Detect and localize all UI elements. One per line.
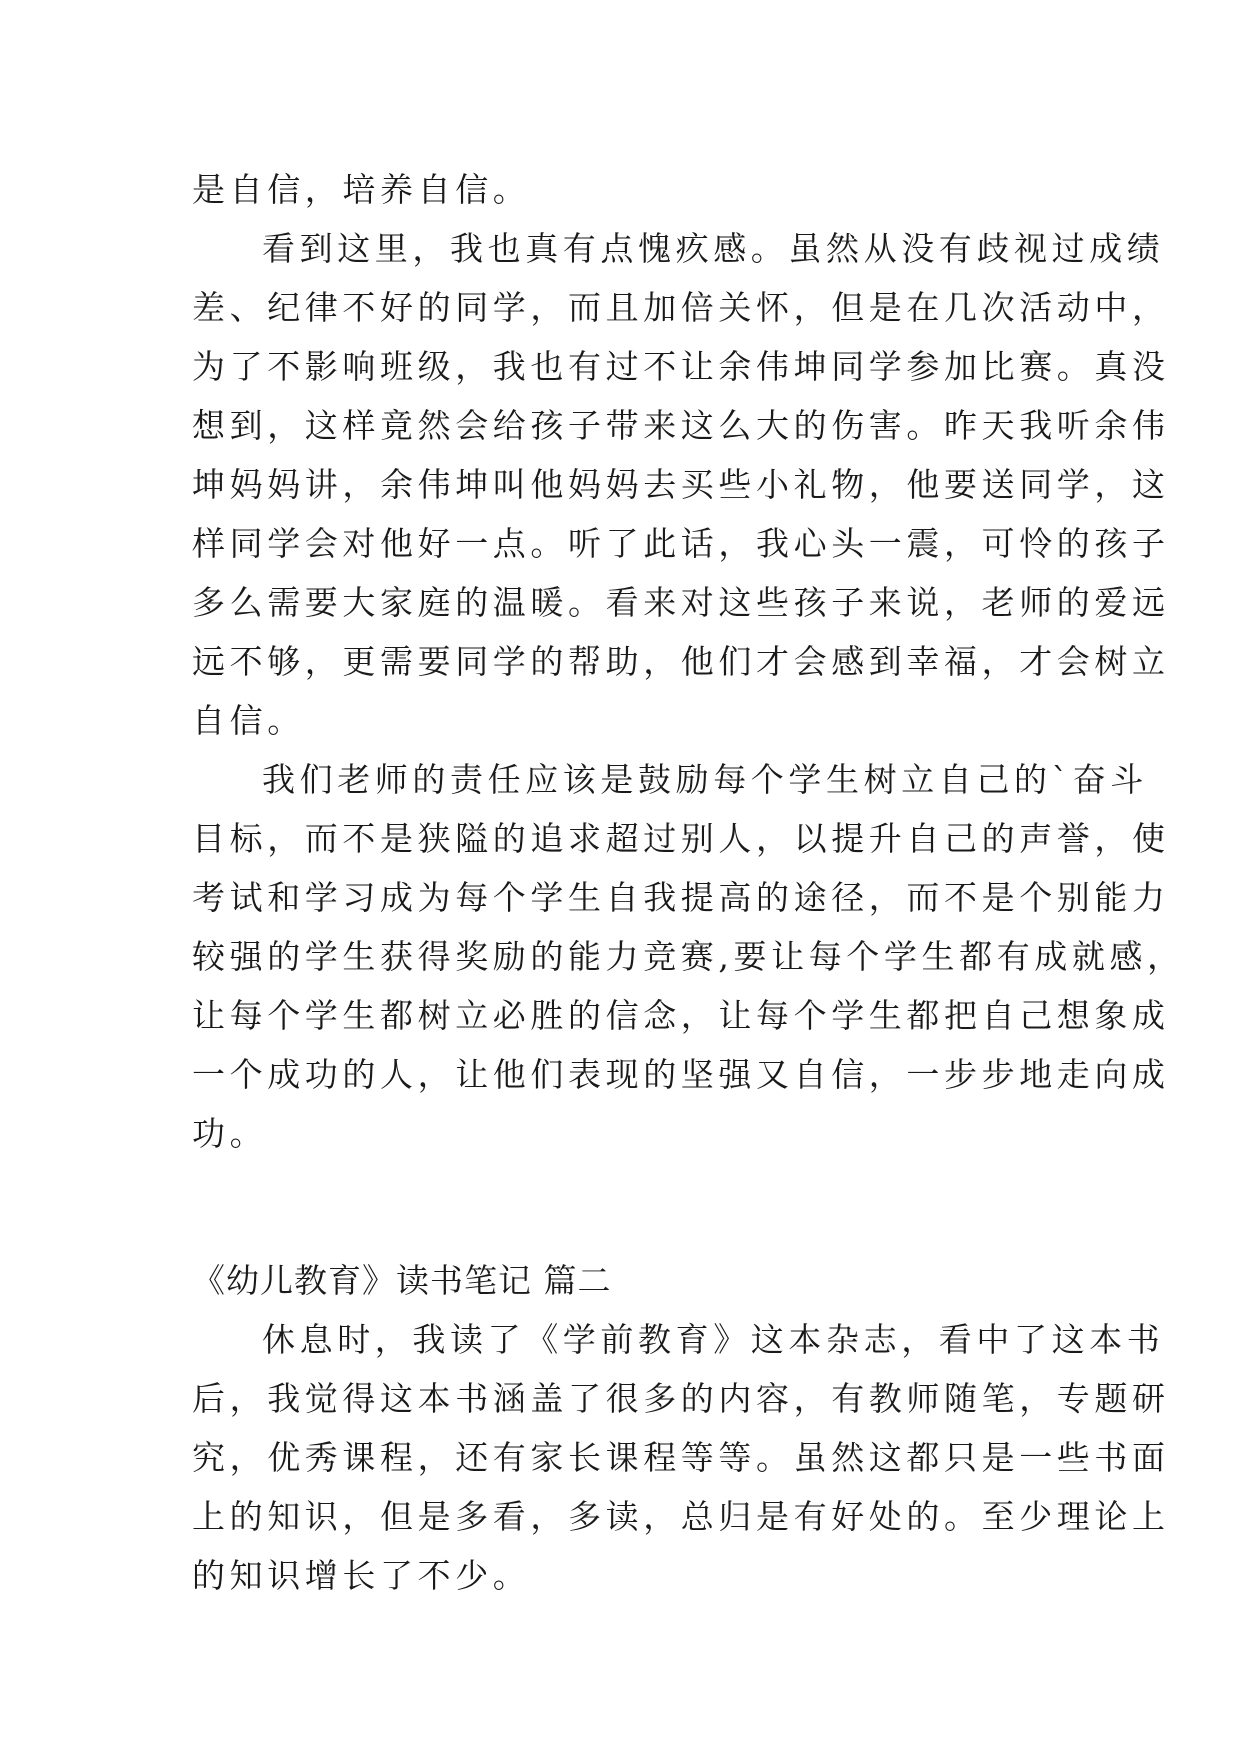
section-heading [192, 1251, 1050, 1310]
text-line: 自信。 [192, 701, 305, 740]
paragraph-continuation [192, 160, 1050, 219]
text-line: 考试和学习成为每个学生自我提高的途径，而不是个别能力 [192, 878, 1170, 917]
text-line: 看到这里，我也真有点愧疚感。虽然从没有歧视过成绩 [262, 229, 1165, 268]
paragraph-guilt [192, 219, 1170, 750]
text-line: 后，我觉得这本书涵盖了很多的内容，有教师随笔，专题研 [192, 1379, 1170, 1418]
text-line: 一个成功的人，让他们表现的坚强又自信，一步步地走向成 [192, 1055, 1170, 1094]
text-line: 休息时，我读了《学前教育》这本杂志，看中了这本书 [262, 1320, 1165, 1359]
text-line: 远不够，更需要同学的帮助，他们才会感到幸福，才会树立 [192, 642, 1170, 681]
text-line: 为了不影响班级，我也有过不让余伟坤同学参加比赛。真没 [192, 347, 1170, 386]
text-line: 让每个学生都树立必胜的信念，让每个学生都把自己想象成 [192, 996, 1170, 1035]
text-line: 想到，这样竟然会给孩子带来这么大的伤害。昨天我听余伟 [192, 406, 1170, 445]
text-line: 我们老师的责任应该是鼓励每个学生树立自己的`奋斗 [262, 760, 1148, 799]
text-line: 较强的学生获得奖励的能力竞赛,要让每个学生都有成就感， [192, 937, 1185, 976]
text-line: 是自信，培养自信。 [192, 170, 531, 209]
document-body [192, 160, 1185, 1605]
text-line: 究，优秀课程，还有家长课程等等。虽然这都只是一些书面 [192, 1438, 1170, 1477]
text-line: 样同学会对他好一点。听了此话，我心头一震，可怜的孩子 [192, 524, 1170, 563]
section-title: 《幼儿教育》读书笔记 篇二 [192, 1261, 612, 1300]
text-line: 目标，而不是狭隘的追求超过别人，以提升自己的声誉，使 [192, 819, 1170, 858]
paragraph-teacher-responsibility [192, 750, 1185, 1163]
section-spacer [192, 1163, 1050, 1251]
text-line: 上的知识，但是多看，多读，总归是有好处的。至少理论上 [192, 1497, 1170, 1536]
text-line: 多么需要大家庭的温暖。看来对这些孩子来说，老师的爱远 [192, 583, 1170, 622]
paragraph-reading [192, 1310, 1170, 1605]
text-line: 差、纪律不好的同学，而且加倍关怀，但是在几次活动中， [192, 288, 1170, 327]
text-line: 坤妈妈讲，余伟坤叫他妈妈去买些小礼物，他要送同学，这 [192, 465, 1170, 504]
text-line: 的知识增长了不少。 [192, 1556, 531, 1595]
text-line: 功。 [192, 1114, 268, 1153]
